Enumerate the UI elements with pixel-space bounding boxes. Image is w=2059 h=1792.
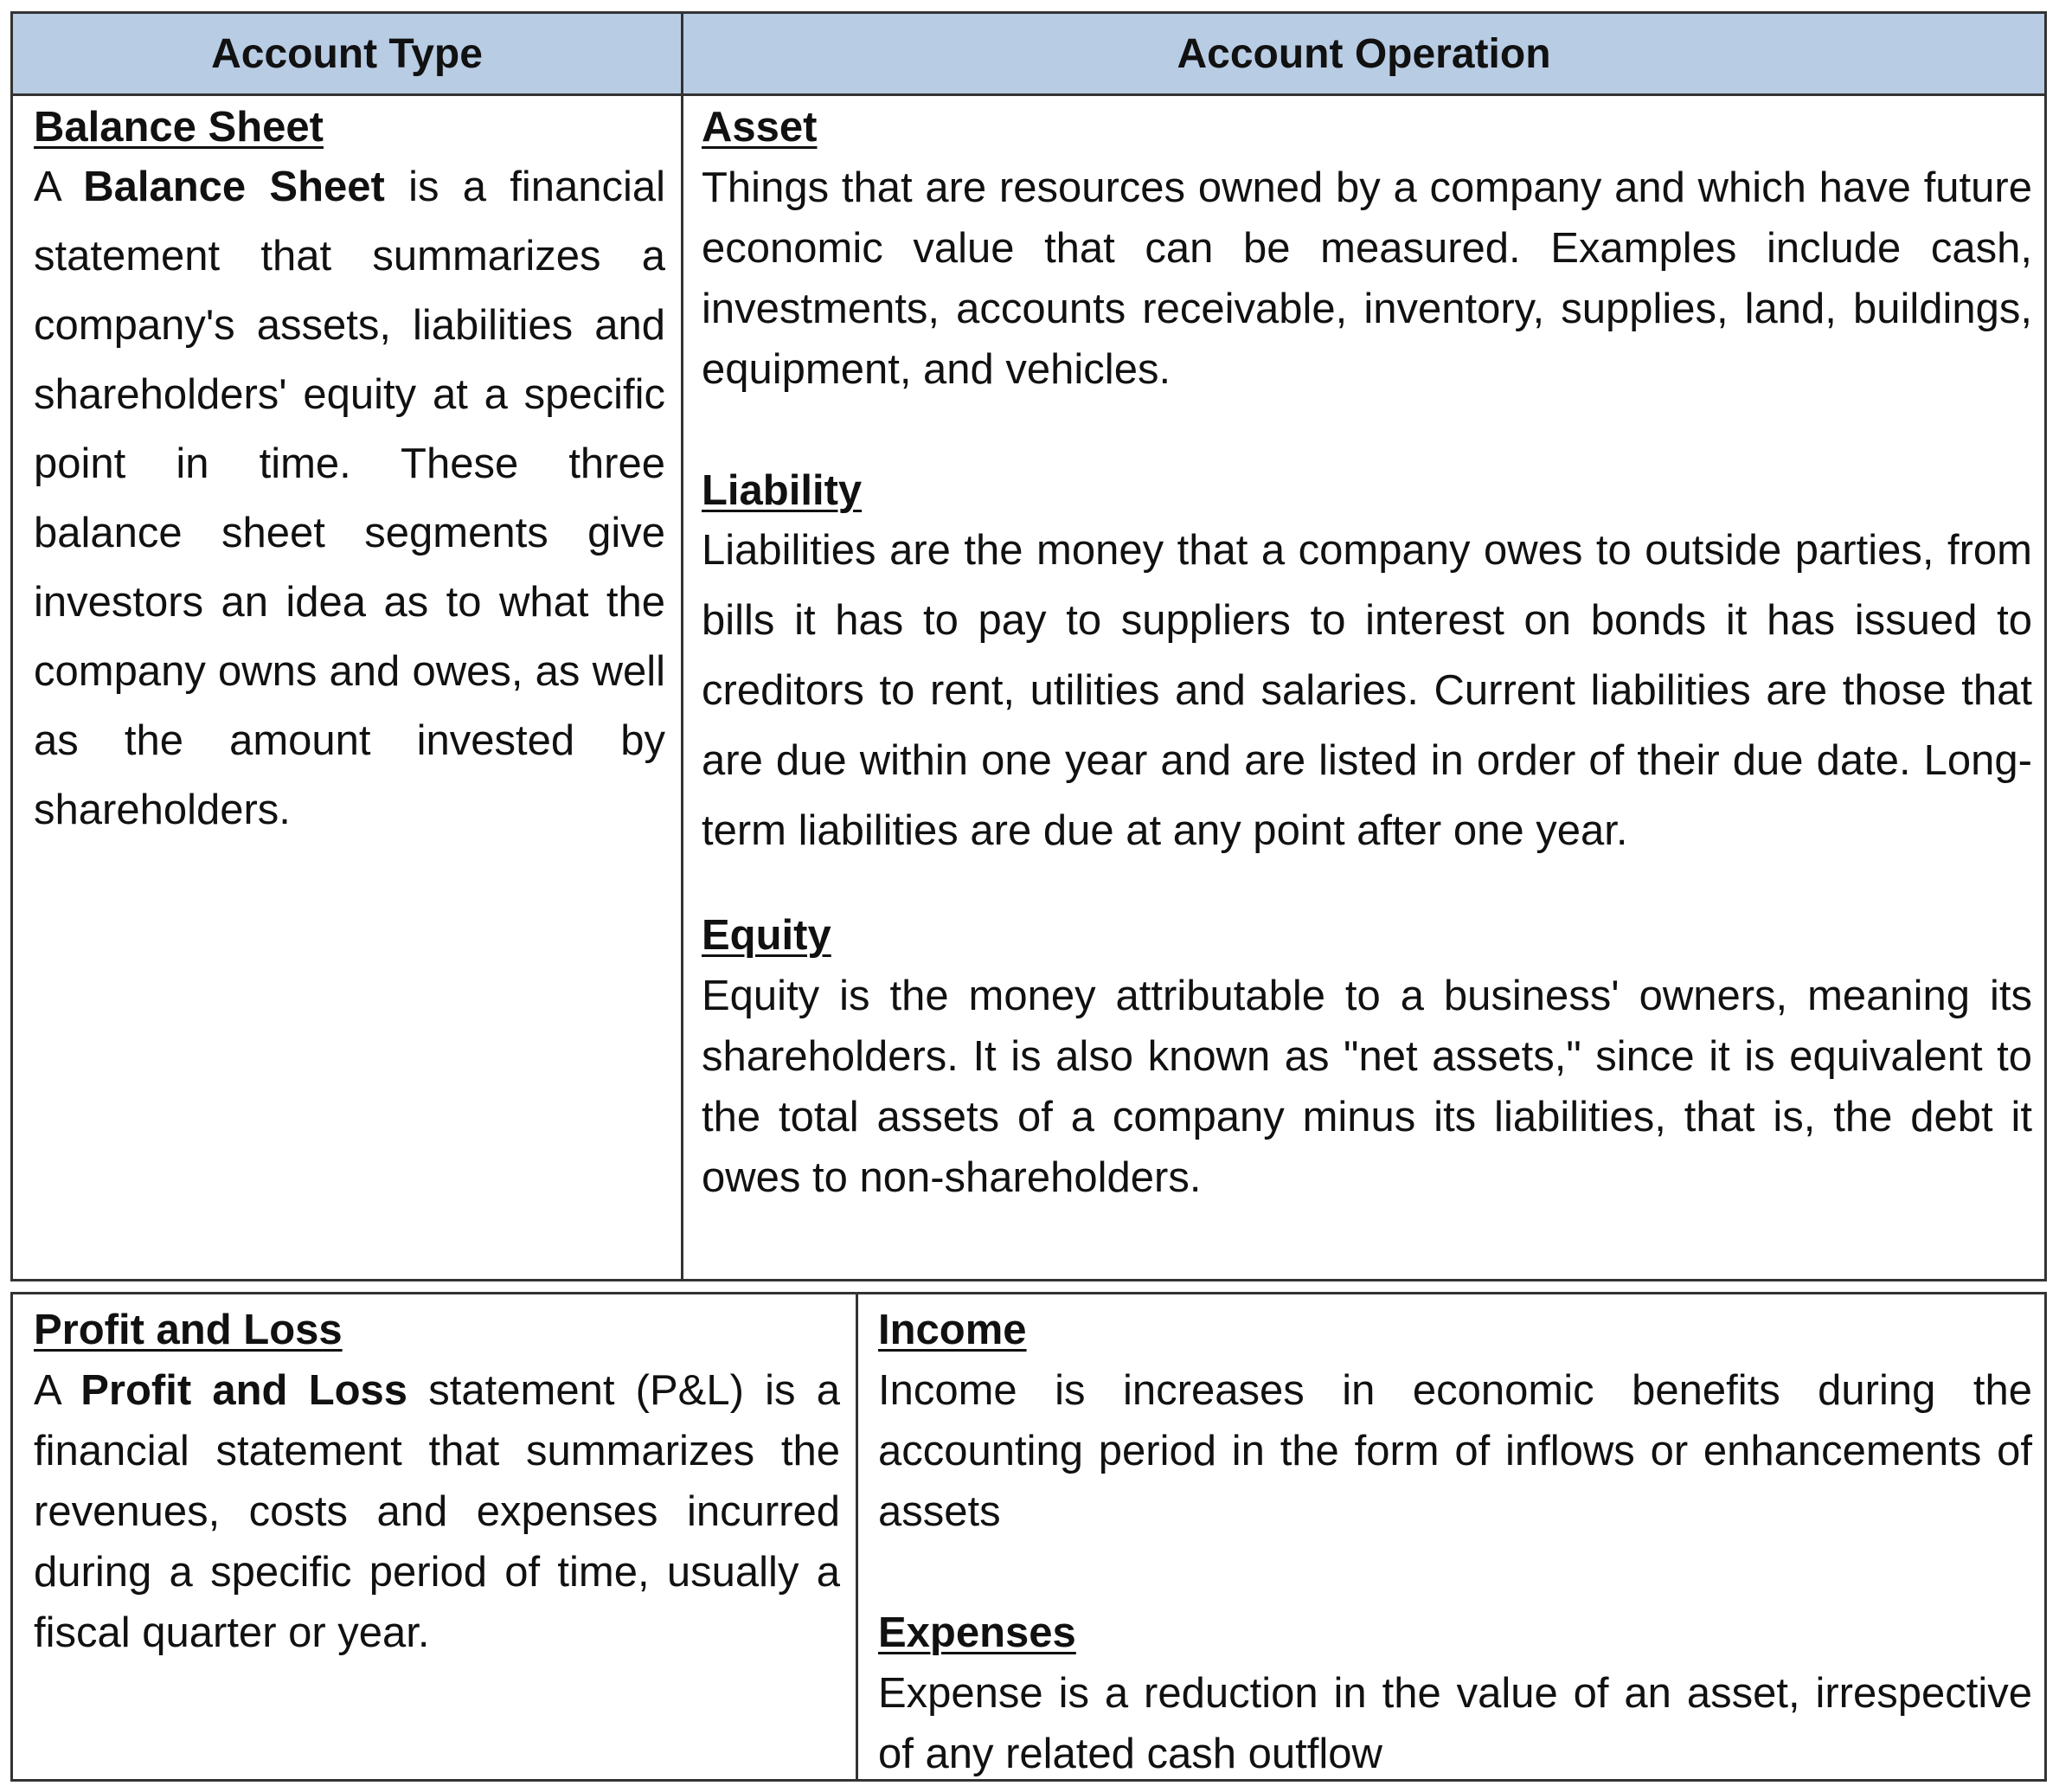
- profit-loss-text-prefix: A: [34, 1367, 81, 1414]
- profit-loss-description: [34, 1360, 840, 1663]
- profit-loss-text-rest: statement (P&L) is a financial statement that summarizes the revenues, costs and expenses incurred during a specific period of time, usually a fiscal quarter or year.: [34, 1367, 840, 1656]
- equity-heading: Equity: [702, 912, 831, 959]
- column-divider: [856, 1294, 858, 1779]
- account-operation-cell: [702, 97, 2032, 1208]
- column-divider: [681, 14, 683, 1279]
- balance-sheet-cell: [34, 97, 665, 845]
- balance-sheet-description: [34, 152, 665, 845]
- expenses-description: Expense is a reduction in the value of an asset, irrespective of any related cash outflow: [878, 1670, 2032, 1777]
- profit-loss-heading: Profit and Loss: [34, 1307, 343, 1353]
- profit-loss-bold-term: Profit and Loss: [80, 1367, 408, 1414]
- profit-loss-table: [10, 1292, 2047, 1782]
- income-expenses-cell: [878, 1300, 2032, 1784]
- balance-sheet-text-rest: is a financial statement that summarizes a company's assets, liabilities and shareholders' equity at a specific point in time. These three balance sheet segments give investors an idea as to what the company owns and owes, as well as the amount invested by shareholders.: [34, 164, 666, 833]
- liability-heading: Liability: [702, 467, 863, 514]
- profit-loss-cell: [34, 1300, 840, 1663]
- asset-description: Things that are resources owned by a company and which have future economic value that can be measured. Examples include cash, investments, accounts receivable, inventory, supplies, land, buildings, equipment, and vehicles.: [702, 164, 2032, 393]
- income-heading: Income: [878, 1307, 1027, 1353]
- spacer: [702, 400, 2032, 460]
- equity-description: Equity is the money attributable to a business' owners, meaning its shareholders. It is also known as "net assets," since it is equivalent to the total assets of a company minus its liabilities, that is, the debt it owes to non-shareholders.: [702, 973, 2032, 1201]
- balance-sheet-text-prefix: A: [34, 164, 84, 210]
- expenses-heading: Expenses: [878, 1609, 1076, 1656]
- table-header-row: [13, 14, 2044, 96]
- liability-description: Liabilities are the money that a company owes to outside parties, from bills it has to pay to suppliers to interest on bonds it has issued to creditors to rent, utilities and salaries. Current liabilities are those that are due within one year and are listed in order of their due date. Long-term liabilities are due at any point after one year.: [702, 527, 2032, 854]
- header-account-operation: Account Operation: [1177, 30, 1551, 77]
- spacer: [878, 1542, 2032, 1603]
- balance-sheet-bold-term: Balance Sheet: [83, 164, 385, 210]
- balance-sheet-heading: Balance Sheet: [34, 104, 324, 151]
- asset-heading: Asset: [702, 104, 818, 151]
- income-description: Income is increases in economic benefits during the accounting period in the form of inflows or enhancements of assets: [878, 1367, 2032, 1535]
- header-account-type: Account Type: [211, 30, 483, 77]
- spacer: [702, 866, 2032, 905]
- balance-sheet-table: [10, 11, 2047, 1281]
